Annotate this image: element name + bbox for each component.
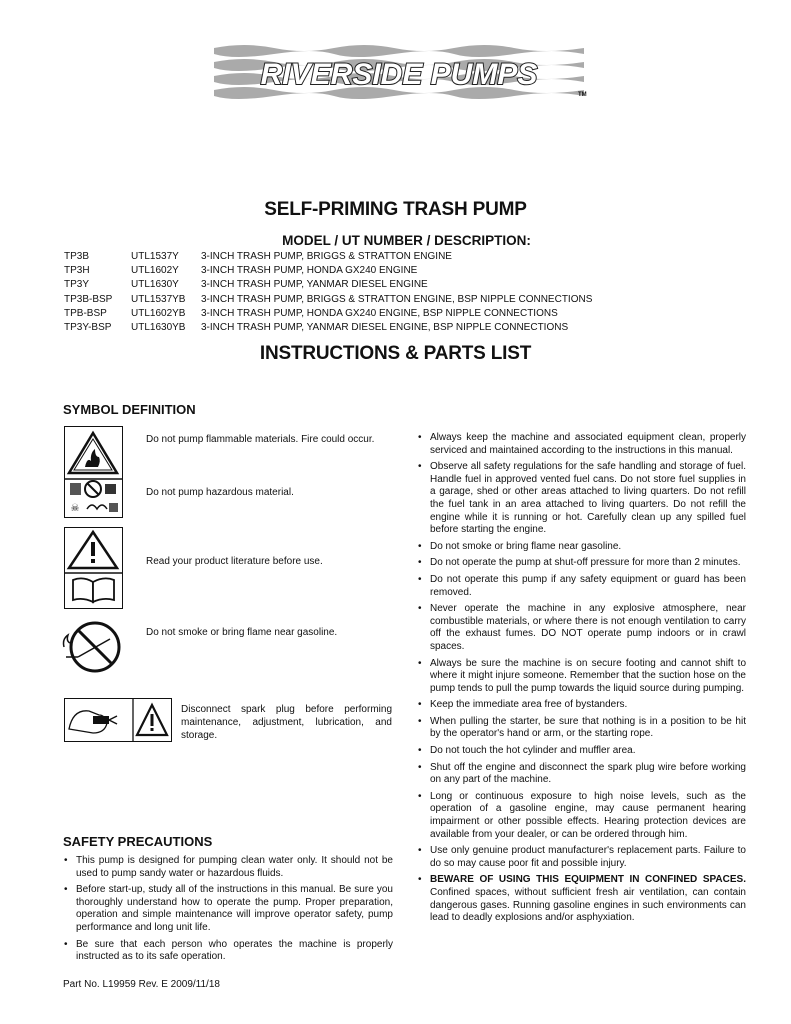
list-item: • Observe all safety regulations for the safe handling and storage of fuel. Handle fuel in approved vented fuel cans. Do not store fuel supplies in a garage, shed or other areas attached to living quarters. Do not refill the fuel tank in an area attached to living quarters. Do not refill the engine while it is running or hot. Carefully clean up any spilled fuel before starting the engine. bbox=[417, 461, 746, 537]
list-item: • Do not operate this pump if any safety equipment or guard has been removed. bbox=[417, 574, 746, 599]
ut-cell: UTL1537Y bbox=[131, 251, 179, 262]
riverside-pumps-logo bbox=[214, 42, 584, 108]
desc-cell: 3-INCH TRASH PUMP, HONDA GX240 ENGINE bbox=[201, 265, 418, 277]
list-item-confined-spaces bbox=[417, 874, 746, 924]
list-item: • This pump is designed for pumping clean water only. It should not be used to pump sandy water or hazardous fluids. bbox=[63, 855, 393, 880]
desc-cell: 3-INCH TRASH PUMP, BRIGGS & STRATTON ENGINE, BSP NIPPLE CONNECTIONS bbox=[201, 293, 593, 305]
table-row bbox=[64, 250, 592, 264]
list-item: • Shut off the engine and disconnect the spark plug wire before working on any part of the machine. bbox=[417, 762, 746, 787]
list-item: • Always keep the machine and associated equipment clean, properly serviced and maintained according to the instructions in this manual. bbox=[417, 432, 746, 457]
fire-warning-icon bbox=[65, 427, 122, 517]
fire-hazard-icon-box bbox=[64, 426, 123, 518]
list-item: • Do not operate the pump at shut-off pressure for more than 2 minutes. bbox=[417, 557, 746, 570]
table-row bbox=[64, 264, 592, 278]
confined-warning-bold: BEWARE OF USING THIS EQUIPMENT IN CONFINED SPACES. bbox=[430, 874, 746, 886]
trademark: TM bbox=[578, 92, 587, 98]
read-manual-icon-box bbox=[64, 527, 123, 609]
list-item: • Never operate the machine in any explosive atmosphere, near combustible materials, or where there is not enough ventilation to carry off the exhaust fumes. DO NOT operate pump indoors or in crawl spaces. bbox=[417, 603, 746, 653]
list-item: • When pulling the starter, be sure that nothing is in a position to be hit by the operator's hand or arm, or the starting rope. bbox=[417, 716, 746, 741]
table-row bbox=[64, 307, 592, 321]
model-cell: TP3B bbox=[64, 251, 90, 262]
list-item: • Do not touch the hot cylinder and muffler area. bbox=[417, 745, 746, 758]
confined-warning-text: Confined spaces, without sufficient fresh air ventilation, can contain dangerous gases. Running gasoline engines in such environments can lead to deadly explosions and/or asphyxiation. bbox=[430, 887, 746, 924]
read-manual-icon bbox=[65, 528, 122, 608]
safety-list-left bbox=[63, 855, 393, 968]
symbol-text: Do not pump flammable materials. Fire could occur. bbox=[146, 434, 375, 445]
list-item: • Keep the immediate area free of bystanders. bbox=[417, 699, 746, 712]
list-item: • Long or continuous exposure to high noise levels, such as the operation of a gasoline engine, may cause permanent hearing impairment or other possible effects. Hearing protection devices are available from your dealer, or can be ordered through him. bbox=[417, 791, 746, 841]
safety-list-right bbox=[417, 432, 746, 929]
ut-cell: UTL1602YB bbox=[131, 307, 186, 319]
ut-cell: UTL1537YB bbox=[131, 293, 186, 305]
model-cell: TP3Y bbox=[64, 279, 90, 291]
model-cell: TP3H bbox=[64, 265, 90, 277]
symbol-text: Read your product literature before use. bbox=[146, 556, 323, 567]
models-table bbox=[64, 250, 592, 335]
svg-text:☠: ☠ bbox=[70, 503, 80, 514]
models-heading: MODEL / UT NUMBER / DESCRIPTION: bbox=[282, 233, 531, 248]
ut-cell: UTL1630Y bbox=[131, 279, 179, 291]
logo-text: RIVERSIDE PUMPS bbox=[260, 58, 538, 91]
ut-cell: UTL1630YB bbox=[131, 322, 186, 334]
spark-plug-icon bbox=[65, 699, 171, 741]
part-number: Part No. L19959 Rev. E 2009/11/18 bbox=[63, 979, 220, 990]
desc-cell: 3-INCH TRASH PUMP, YANMAR DIESEL ENGINE bbox=[201, 279, 428, 291]
symbol-text: Disconnect spark plug before performing maintenance, adjustment, lubrication, and storage. bbox=[181, 704, 392, 741]
page-title: SELF-PRIMING TRASH PUMP bbox=[264, 199, 527, 220]
safety-precautions-heading: SAFETY PRECAUTIONS bbox=[63, 834, 213, 849]
table-row bbox=[64, 278, 592, 292]
ut-cell: UTL1602Y bbox=[131, 265, 179, 277]
desc-cell: 3-INCH TRASH PUMP, YANMAR DIESEL ENGINE, BSP NIPPLE CONNECTIONS bbox=[201, 322, 569, 334]
no-smoking-icon bbox=[60, 617, 126, 677]
desc-cell: 3-INCH TRASH PUMP, HONDA GX240 ENGINE, BSP NIPPLE CONNECTIONS bbox=[201, 307, 558, 319]
model-cell: TPB-BSP bbox=[64, 307, 107, 319]
list-item: • Do not smoke or bring flame near gasoline. bbox=[417, 541, 746, 554]
list-item: • Be sure that each person who operates the machine is properly instructed as to its safe operation. bbox=[63, 939, 393, 964]
table-row bbox=[64, 321, 592, 335]
desc-cell: 3-INCH TRASH PUMP, BRIGGS & STRATTON ENGINE bbox=[201, 251, 452, 262]
list-item: • Use only genuine product manufacturer's replacement parts. Failure to do so may cause poor fit and possible injury. bbox=[417, 845, 746, 870]
model-cell: TP3B-BSP bbox=[64, 293, 113, 305]
table-row bbox=[64, 293, 592, 307]
list-item: • Before start-up, study all of the instructions in this manual. Be sure you thoroughly understand how to operate the pump. Proper preparation, operation and simple maintenance will improve operator safety, pump performance and long unit life. bbox=[63, 884, 393, 934]
hazardous-material-icon bbox=[70, 481, 118, 514]
symbol-text: Do not smoke or bring flame near gasoline. bbox=[146, 627, 338, 638]
symbol-definition-heading: SYMBOL DEFINITION bbox=[63, 402, 196, 417]
spark-plug-icon-box bbox=[64, 698, 172, 742]
instructions-heading: INSTRUCTIONS & PARTS LIST bbox=[259, 343, 532, 364]
symbol-text: Do not pump hazardous material. bbox=[146, 487, 294, 498]
list-item: • Always be sure the machine is on secure footing and cannot shift to where it might injure someone. Remember that the suction hose on the pump tends to pull the pump towards the liquid source during pumping. bbox=[417, 658, 746, 696]
model-cell: TP3Y-BSP bbox=[64, 322, 112, 334]
